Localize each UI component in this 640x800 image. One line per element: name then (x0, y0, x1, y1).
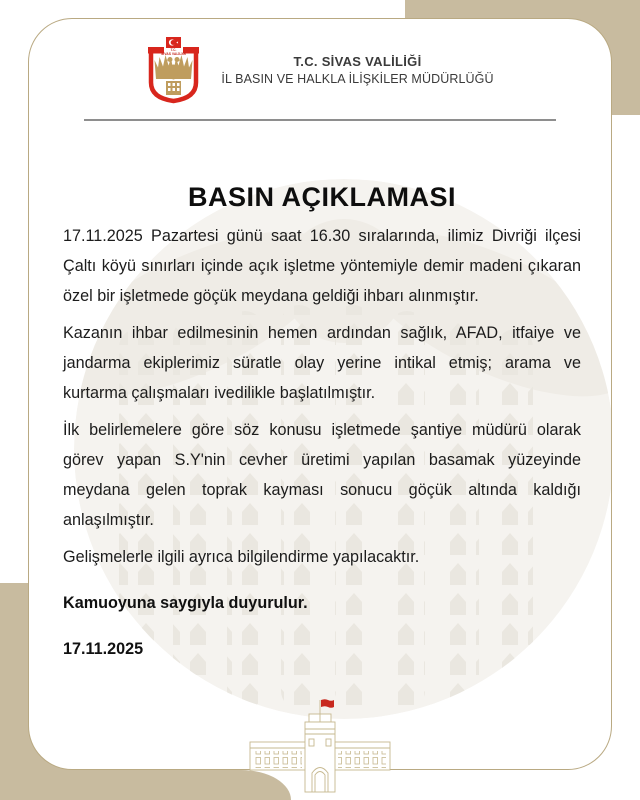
letterhead (29, 35, 611, 105)
header-divider (84, 119, 556, 121)
government-building-icon (245, 696, 395, 794)
emblem-name-label: SİVAS VALİLİĞİ (161, 52, 187, 56)
closing-statement: Kamuoyuna saygıyla duyurulur. (63, 594, 308, 612)
emblem-tc-label: T.C. (171, 48, 177, 52)
letterhead-text (221, 54, 493, 86)
paragraph-incident: 17.11.2025 Pazartesi günü saat 16.30 sıralarında, ilimiz Divriği ilçesi Çaltı köyü sınırları içinde açık işletme yöntemiyle demir madeni çıkaran özel bir işletmede göçük meydana geldiği ihbarı alınmıştır. (63, 227, 581, 305)
paragraph-response: Kazanın ihbar edilmesinin hemen ardından sağlık, AFAD, itfaiye ve jandarma ekiplerimiz süratle olay yerine intikal etmiş; arama ve kurtarma çalışmaları ivedilikle başlatılmıştır. (63, 324, 581, 402)
sivas-governorship-emblem-icon (146, 35, 201, 105)
document-date: 17.11.2025 (63, 640, 144, 658)
page-title: BASIN AÇIKLAMASI (188, 182, 456, 212)
paragraph-findings: İlk belirlemelere göre söz konusu işletmede şantiye müdürü olarak görev yapan S.Y'nin cevher üretimi yapılan basamak yüzeyinde meydana gelen toprak kayması sonucu göçük altında kaldığı anlaşılmıştır. (63, 421, 581, 529)
turkish-flag-icon (321, 699, 334, 708)
press-release-card (28, 18, 612, 770)
press-release-body (29, 181, 611, 664)
org-subtitle: İL BASIN VE HALKLA İLİŞKİLER MÜDÜRLÜĞÜ (221, 72, 494, 86)
org-title: T.C. SİVAS VALİLİĞİ (293, 54, 422, 69)
paragraph-updates: Gelişmelerle ilgili ayrıca bilgilendirme yapılacaktır. (63, 548, 420, 566)
